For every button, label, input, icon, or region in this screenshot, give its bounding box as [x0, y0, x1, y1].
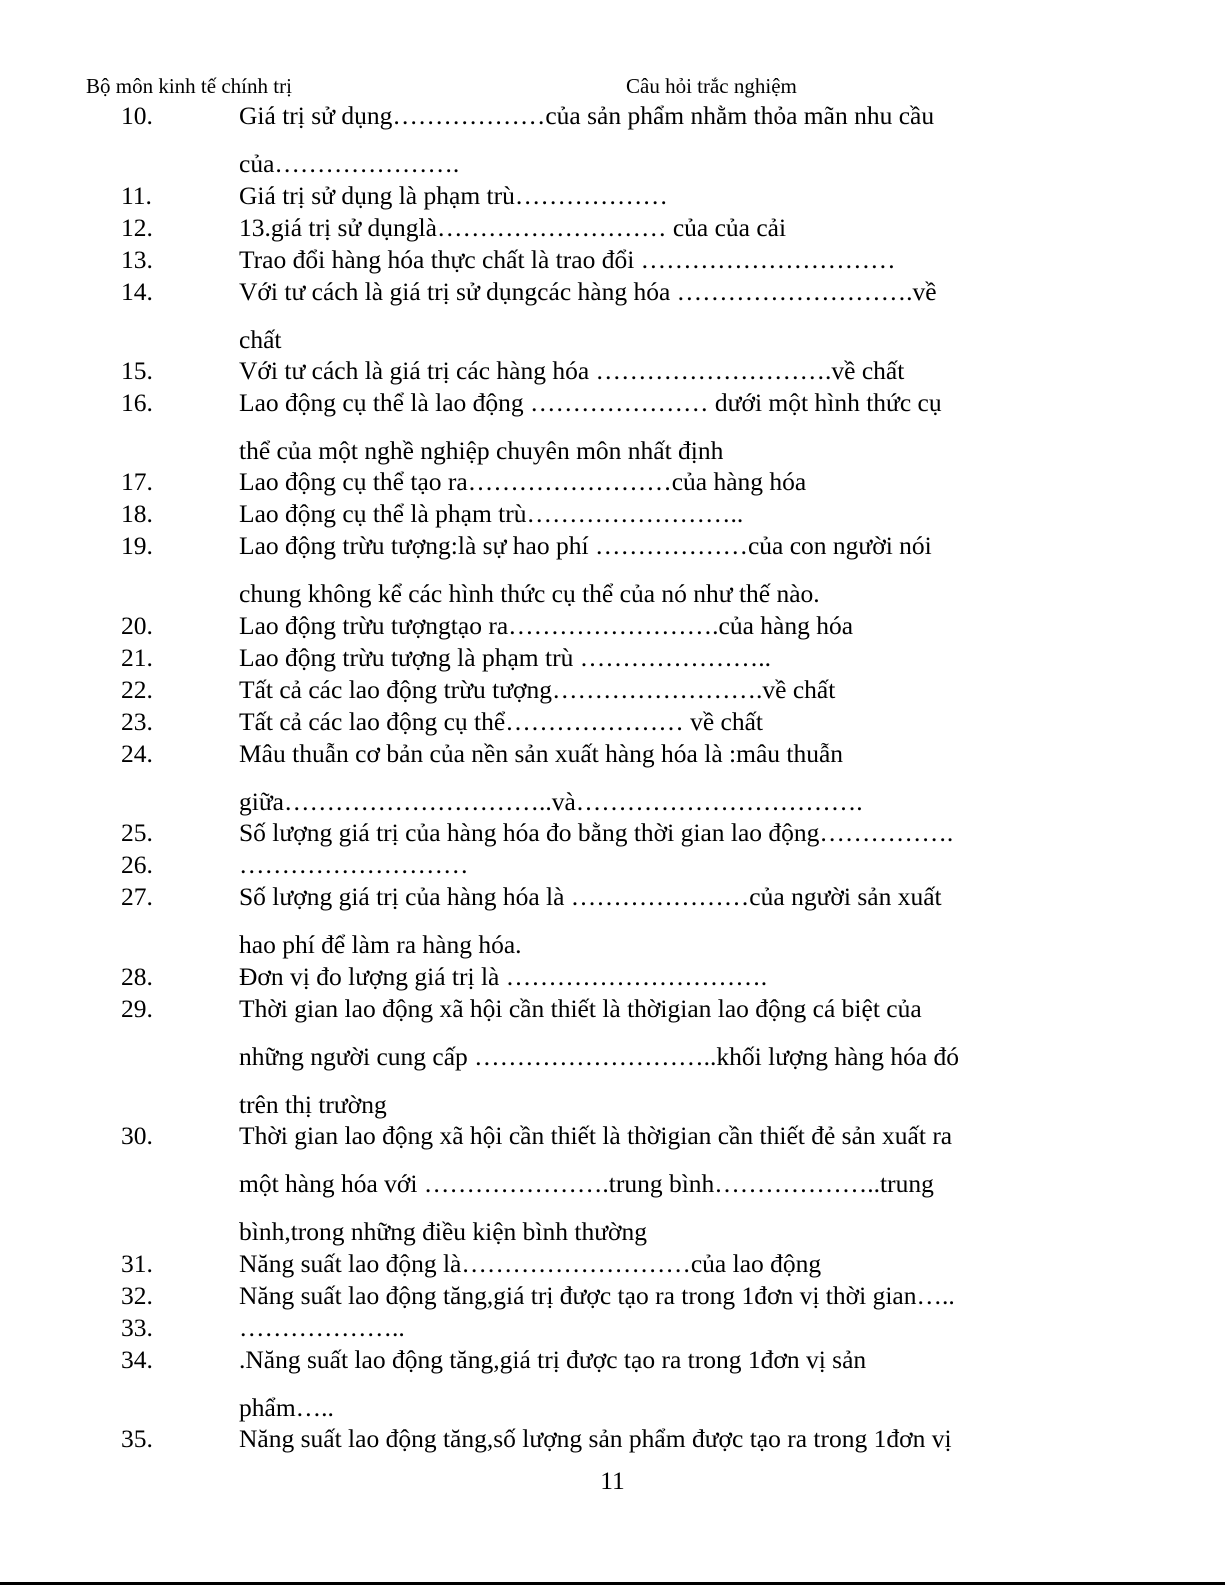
question-number: 18.: [121, 499, 153, 528]
question-line: Giá trị sử dụng………………của sản phẩm nhằm thỏa mãn nhu cầu: [239, 101, 935, 130]
question-number: 30.: [121, 1121, 153, 1150]
question-continuation-line: hao phí để làm ra hàng hóa.: [239, 930, 522, 959]
question-number: 32.: [121, 1281, 153, 1310]
question-number: 24.: [121, 739, 153, 768]
question-number: 13.: [121, 245, 153, 274]
question-number: 34.: [121, 1345, 153, 1374]
question-line: Thời gian lao động xã hội cần thiết là thờigian lao động cá biệt của: [239, 994, 922, 1023]
question-text: [239, 817, 1039, 849]
question-number: 22.: [121, 675, 153, 704]
question-line: Trao đổi hàng hóa thực chất là trao đổi …………………………: [239, 245, 896, 274]
question-number: 26.: [121, 850, 153, 879]
question-continuation-line: chung không kể các hình thức cụ thể của nó như thế nào.: [239, 579, 820, 608]
question-continuation-line: giữa…………………………..và…………………………….: [239, 787, 863, 816]
question-number: 23.: [121, 707, 153, 736]
question-text: [239, 881, 1039, 961]
question-text: [239, 1344, 1039, 1424]
question-line: Tất cả các lao động trừu tượng…………………….về chất: [239, 675, 836, 704]
question-line: ………………..: [239, 1313, 405, 1342]
question-line: Lao động trừu tượng là phạm trù …………………..: [239, 643, 771, 672]
question-line: Giá trị sử dụng là phạm trù………………: [239, 181, 668, 210]
question-number: 20.: [121, 611, 153, 640]
question-line: Năng suất lao động tăng,giá trị được tạo ra trong 1đơn vị thời gian…..: [239, 1281, 955, 1310]
question-line: Thời gian lao động xã hội cần thiết là thờigian cần thiết đẻ sản xuất ra: [239, 1121, 953, 1150]
question-line: Đơn vị đo lượng giá trị là ………………………….: [239, 962, 768, 991]
question-text: [239, 961, 1039, 993]
question-number: 11.: [121, 181, 152, 210]
header-department: Bộ môn kinh tế chính trị: [86, 74, 292, 98]
question-text: [239, 610, 1039, 642]
question-number: 15.: [121, 356, 153, 385]
question-text: [239, 674, 1039, 706]
question-number: 14.: [121, 277, 153, 306]
question-line: Lao động cụ thể tạo ra……………………của hàng hóa: [239, 467, 807, 496]
question-continuation-line: của………………….: [239, 149, 460, 178]
question-text: [239, 1248, 1039, 1280]
question-text: [239, 355, 1039, 387]
question-line: 13.giá trị sử dụnglà……………………… của của cải: [239, 213, 787, 242]
question-number: 33.: [121, 1313, 153, 1342]
question-line: Lao động trừu tượng:là sự hao phí ………………của con người nói: [239, 531, 932, 560]
header-document-title: Câu hỏi trắc nghiệm: [626, 74, 797, 98]
question-line: Lao động trừu tượngtạo ra…………………….của hàng hóa: [239, 611, 854, 640]
question-text: [239, 244, 1039, 276]
question-text: [239, 706, 1039, 738]
question-number: 29.: [121, 994, 153, 1023]
question-text: [239, 849, 1039, 881]
question-continuation-line: những người cung cấp ………………………..khối lượng hàng hóa đó: [239, 1042, 960, 1071]
question-line: Với tư cách là giá trị các hàng hóa ……………………….về chất: [239, 356, 905, 385]
question-line: ………………………: [239, 850, 469, 879]
question-text: [239, 642, 1039, 674]
question-text: [239, 530, 1039, 610]
question-continuation-line: trên thị trường: [239, 1090, 387, 1119]
question-number: 21.: [121, 643, 153, 672]
question-continuation-line: chất: [239, 325, 282, 354]
page-header: [86, 74, 1146, 100]
question-line: Lao động cụ thể là lao động ………………… dưới một hình thức cụ: [239, 388, 942, 417]
question-continuation-line: thể của một nghề nghiệp chuyên môn nhất định: [239, 436, 724, 465]
question-text: [239, 498, 1039, 530]
question-number: 31.: [121, 1249, 153, 1278]
question-number: 35.: [121, 1424, 153, 1453]
question-text: [239, 180, 1039, 212]
question-line: Mâu thuẫn cơ bản của nền sản xuất hàng hóa là :mâu thuẫn: [239, 739, 844, 768]
question-line: .Năng suất lao động tăng,giá trị được tạo ra trong 1đơn vị sản: [239, 1345, 867, 1374]
question-text: [239, 466, 1039, 498]
page-number: 11: [600, 1466, 625, 1495]
question-number: 28.: [121, 962, 153, 991]
question-number: 17.: [121, 467, 153, 496]
question-line: Tất cả các lao động cụ thể………………… về chất: [239, 707, 763, 736]
question-text: [239, 212, 1039, 244]
question-number: 12.: [121, 213, 153, 242]
question-continuation-line: bình,trong những điều kiện bình thường: [239, 1217, 648, 1246]
question-text: [239, 387, 1039, 467]
question-line: Số lượng giá trị của hàng hóa đo bằng thời gian lao động…………….: [239, 818, 954, 847]
question-number: 10.: [121, 101, 153, 130]
question-continuation-line: một hàng hóa với ………………….trung bình………………..trung: [239, 1169, 934, 1198]
question-number: 16.: [121, 388, 153, 417]
question-text: [239, 1312, 1039, 1344]
question-number: 19.: [121, 531, 153, 560]
question-line: Năng suất lao động là………………………của lao động: [239, 1249, 822, 1278]
question-text: [239, 993, 1039, 1121]
question-number: 25.: [121, 818, 153, 847]
question-text: [239, 276, 1039, 356]
question-text: [239, 1280, 1039, 1312]
question-number: 27.: [121, 882, 153, 911]
question-text: [239, 738, 1039, 818]
question-text: [239, 1423, 1039, 1455]
question-line: Với tư cách là giá trị sử dụngcác hàng hóa ……………………….về: [239, 277, 937, 306]
question-continuation-line: phẩm…..: [239, 1393, 334, 1422]
question-text: [239, 100, 1039, 180]
question-line: Năng suất lao động tăng,số lượng sản phẩm được tạo ra trong 1đơn vị: [239, 1424, 952, 1453]
question-line: Số lượng giá trị của hàng hóa là …………………của người sản xuất: [239, 882, 942, 911]
question-line: Lao động cụ thể là phạm trù……………………..: [239, 499, 744, 528]
question-text: [239, 1120, 1039, 1248]
